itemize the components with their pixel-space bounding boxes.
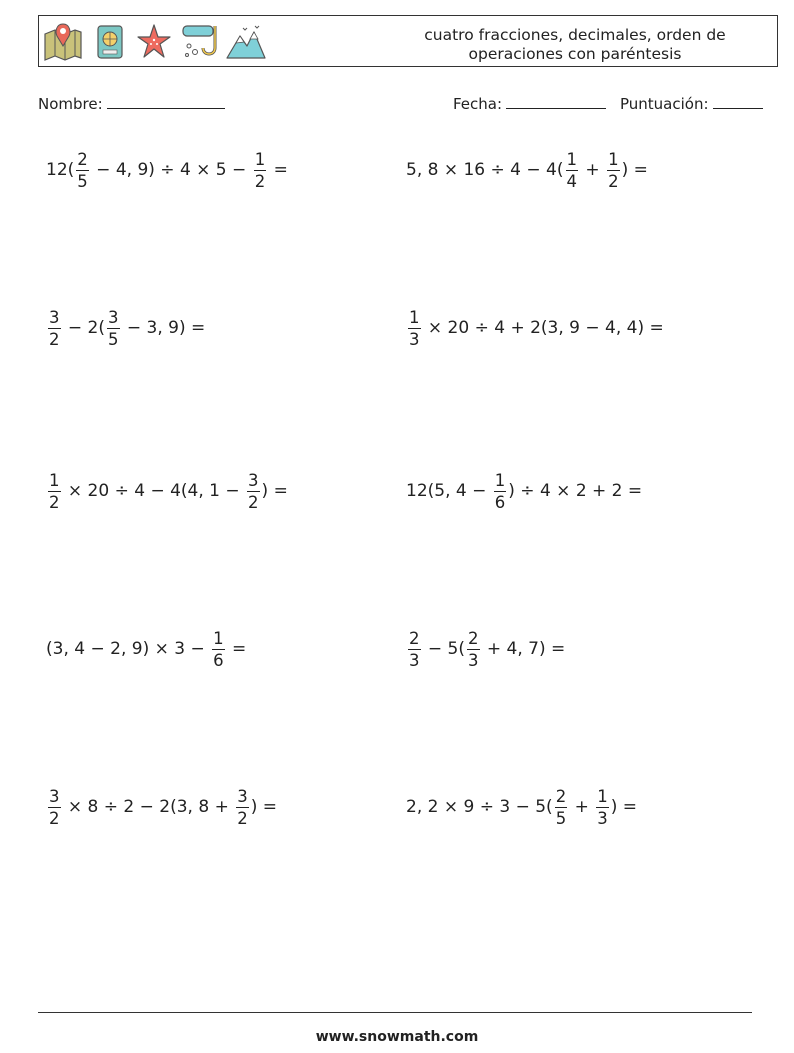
expression-text: ) = (250, 797, 278, 817)
fraction-numerator: 1 (597, 786, 608, 806)
expression-text: 5, 8 × 16 ÷ 4 − 4( (406, 160, 564, 180)
fraction (247, 470, 260, 513)
fraction (467, 628, 480, 671)
problem-8 (406, 619, 565, 679)
expression-text: ) = (621, 160, 648, 180)
fraction-denominator: 4 (566, 171, 577, 191)
fraction (48, 307, 61, 350)
fraction (607, 149, 620, 192)
worksheet-title (379, 26, 771, 64)
fraction (555, 786, 568, 829)
fraction (408, 628, 421, 671)
fraction (107, 307, 120, 350)
expression-text: × 20 ÷ 4 + 2(3, 9 − 4, 4) = (422, 318, 664, 338)
problem-3 (46, 298, 205, 358)
expression-text: 12(5, 4 − (406, 481, 492, 501)
fraction-denominator: 5 (555, 808, 567, 828)
score-blank[interactable] (713, 94, 763, 109)
expression-text: + (580, 160, 606, 180)
problem-6 (406, 461, 642, 521)
fraction (566, 149, 579, 192)
fraction-numerator: 3 (49, 307, 60, 327)
score-field[interactable] (620, 94, 763, 113)
fraction (494, 470, 507, 513)
expression-text: ) = (610, 797, 638, 817)
passport-icon (95, 22, 125, 62)
fraction-numerator: 1 (409, 307, 420, 327)
fraction-numerator: 3 (237, 786, 248, 806)
fraction-numerator: 3 (248, 470, 259, 490)
fraction-denominator: 3 (597, 808, 608, 828)
fraction (76, 149, 89, 192)
expression-text: 2, 2 × 9 ÷ 3 − 5( (406, 797, 553, 817)
expression-text: × 20 ÷ 4 − 4(4, 1 − (62, 481, 246, 501)
fraction-denominator: 6 (494, 492, 506, 512)
fraction-denominator: 6 (213, 650, 224, 670)
problem-7 (46, 619, 246, 679)
fraction-denominator: 3 (409, 329, 420, 349)
fraction-numerator: 2 (468, 628, 479, 648)
fraction-denominator: 2 (608, 171, 619, 191)
name-label: Nombre: (38, 95, 103, 113)
expression-text: (3, 4 − 2, 9) × 3 − (46, 639, 211, 659)
fraction-denominator: 2 (49, 808, 60, 828)
starfish-icon (135, 22, 173, 62)
fraction-denominator: 2 (49, 492, 60, 512)
fraction-numerator: 2 (77, 149, 88, 169)
fraction-numerator: 1 (608, 149, 619, 169)
fraction-denominator: 3 (468, 650, 479, 670)
fraction-denominator: 2 (254, 171, 266, 191)
fraction-denominator: 2 (237, 808, 248, 828)
expression-text: 12( (46, 160, 75, 180)
fraction-denominator: 2 (49, 329, 60, 349)
name-field[interactable] (38, 94, 225, 113)
problem-1 (46, 140, 288, 200)
fraction (408, 307, 421, 350)
expression-text: × 8 ÷ 2 − 2(3, 8 + (62, 797, 235, 817)
date-field[interactable] (453, 94, 606, 113)
expression-text: + (569, 797, 595, 817)
expression-text: = (226, 639, 247, 659)
fraction-numerator: 2 (409, 628, 420, 648)
name-blank[interactable] (107, 94, 225, 109)
fraction-numerator: 1 (494, 470, 506, 490)
fraction (596, 786, 609, 829)
problem-10 (406, 777, 637, 837)
expression-text: = (268, 160, 288, 180)
fraction (212, 628, 225, 671)
fraction (236, 786, 249, 829)
expression-text: − 4, 9) ÷ 4 × 5 − (90, 160, 252, 180)
worksheet-header (38, 15, 778, 67)
fraction-denominator: 5 (108, 329, 119, 349)
fraction-denominator: 5 (77, 171, 88, 191)
map-icon (43, 22, 83, 62)
fraction (48, 786, 61, 829)
fraction (48, 470, 61, 513)
fraction-numerator: 1 (254, 149, 266, 169)
footer-website: www.snowmath.com (315, 1029, 479, 1045)
title-line-1: cuatro fracciones, decimales, orden de (424, 26, 726, 44)
date-blank[interactable] (506, 94, 606, 109)
date-label: Fecha: (453, 95, 503, 113)
fraction (254, 149, 267, 192)
fraction-numerator: 1 (49, 470, 60, 490)
snorkel-icon (181, 22, 221, 62)
expression-text: − 3, 9) = (121, 318, 206, 338)
fraction-numerator: 3 (49, 786, 60, 806)
problem-9 (46, 777, 277, 837)
problem-4 (406, 298, 664, 358)
expression-text: ) ÷ 4 × 2 + 2 = (508, 481, 643, 501)
expression-text: − 2( (62, 318, 105, 338)
fraction-denominator: 3 (409, 650, 420, 670)
fraction-denominator: 2 (248, 492, 259, 512)
problem-2 (406, 140, 648, 200)
title-line-2: operaciones con paréntesis (468, 45, 682, 63)
expression-text: ) = (261, 481, 288, 501)
fraction-numerator: 1 (566, 149, 577, 169)
fraction-numerator: 2 (555, 786, 567, 806)
expression-text: + 4, 7) = (481, 639, 566, 659)
fraction-numerator: 3 (108, 307, 119, 327)
fraction-numerator: 1 (213, 628, 224, 648)
mountains-icon (225, 22, 267, 62)
expression-text: − 5( (422, 639, 465, 659)
problem-5 (46, 461, 288, 521)
footer-divider (38, 1012, 752, 1013)
score-label: Puntuación: (620, 95, 709, 113)
